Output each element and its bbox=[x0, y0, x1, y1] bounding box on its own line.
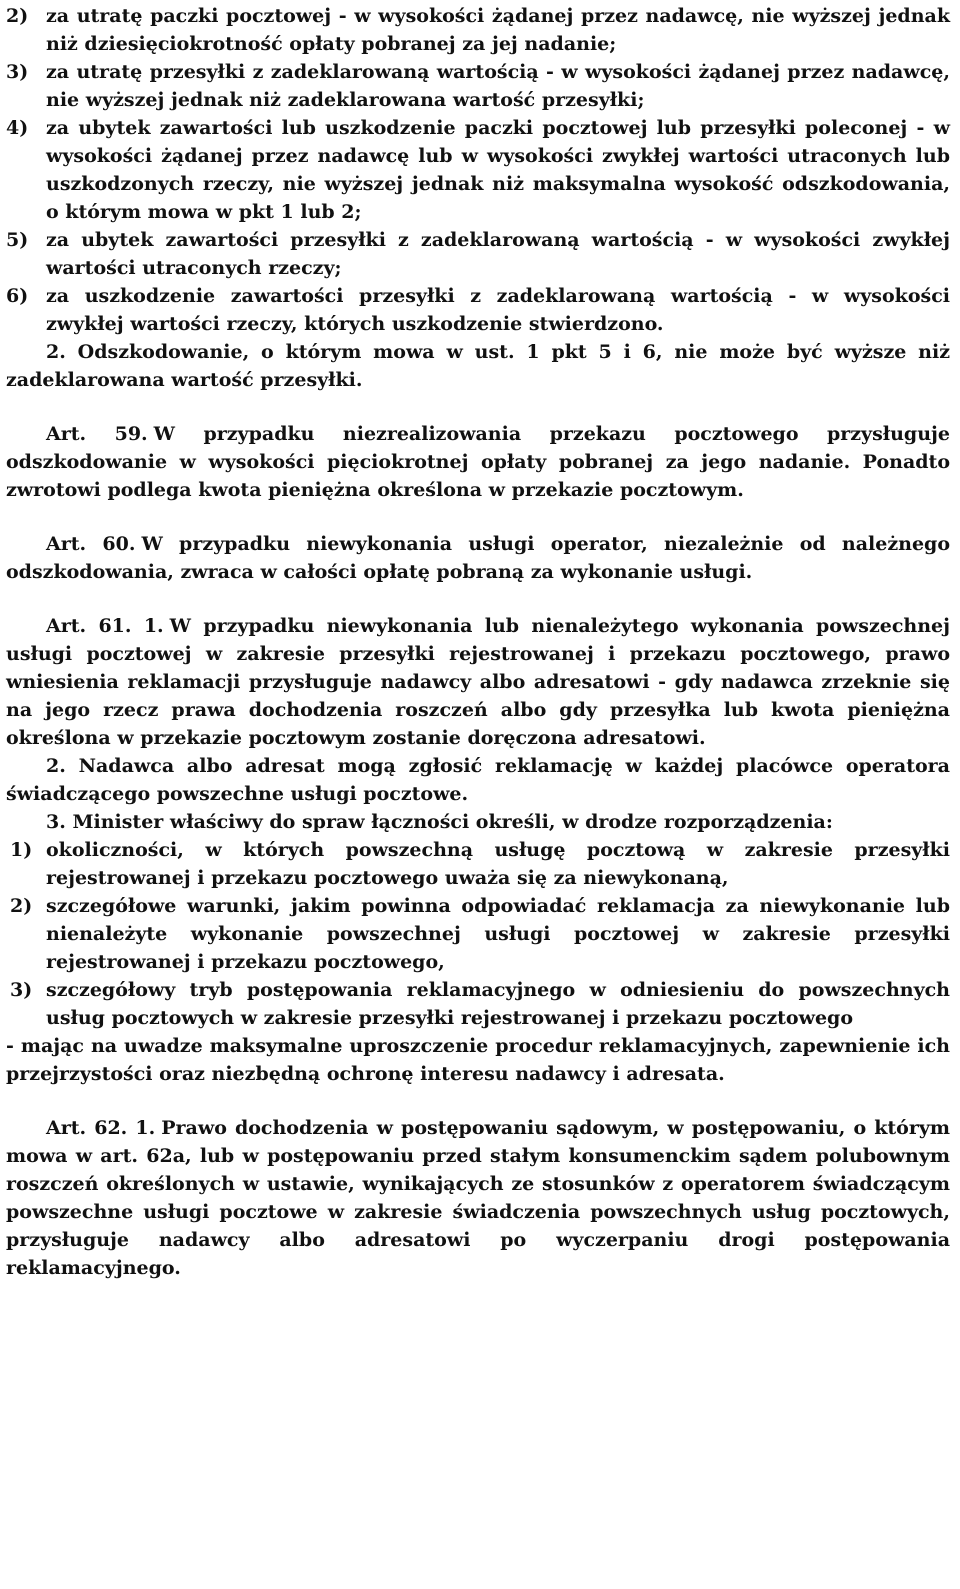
article-reference: Art. 60. bbox=[46, 533, 136, 555]
list-item bbox=[6, 282, 950, 338]
list-item-number: 3) bbox=[10, 979, 33, 1001]
closing-clause: - mając na uwadze maksymalne uproszczenie procedur reklamacyjnych, zapewnienie ich przejrzystości oraz niezbędną ochronę interesu nadawcy i adresata. bbox=[6, 1035, 950, 1085]
list-item-number: 4) bbox=[6, 117, 29, 139]
list-item-text: za ubytek zawartości lub uszkodzenie paczki pocztowej lub przesyłki poleconej - w wysokości żądanej przez nadawcę lub w wysokości zwykłej wartości utraconych lub uszkodzonych rzeczy, nie wyższej jednak niż maksymalna wysokość odszkodowania, o którym mowa w pkt 1 lub 2; bbox=[46, 117, 950, 223]
article-reference: Art. 62. 1. bbox=[46, 1117, 156, 1139]
list-item-text: okoliczności, w których powszechną usługę pocztową w zakresie przesyłki rejestrowanej i przekazu pocztowego uważa się za niewykonaną, bbox=[46, 839, 950, 889]
list-item-number: 3) bbox=[6, 61, 29, 83]
spacer bbox=[6, 1088, 950, 1114]
list-item-number: 5) bbox=[6, 229, 29, 251]
list-item-text: szczegółowe warunki, jakim powinna odpowiadać reklamacja za niewykonanie lub nienależyte wykonanie powszechnej usługi pocztowej w zakresie przesyłki rejestrowanej i przekazu pocztowego, bbox=[46, 895, 950, 973]
list-item-text: za utratę paczki pocztowej - w wysokości żądanej przez nadawcę, nie wyższej jednak niż dziesięciokrotność opłaty pobranej za jej nadanie; bbox=[46, 5, 950, 55]
list-item bbox=[6, 892, 950, 976]
article-text: Prawo dochodzenia w postępowaniu sądowym, w postępowaniu, o którym mowa w art. 62a, lub w postępowaniu przed stałym konsumenckim sądem polubownym roszczeń określonych w ustawie, wynikających ze stosunków z operatorem świadczącym powszechne usługi pocztowe w zakresie świadczenia powszechnych usług pocztowych, przysługuje nadawcy albo adresatowi po wyczerpaniu drogi postępowania reklamacyjnego. bbox=[6, 1117, 951, 1279]
paragraph-2: 2. Odszkodowanie, o którym mowa w ust. 1 pkt 5 i 6, nie może być wyższe niż zadeklarowana wartość przesyłki. bbox=[6, 341, 950, 391]
article-59 bbox=[6, 420, 950, 504]
article-reference: Art. 61. 1. bbox=[46, 615, 164, 637]
list-item-number: 2) bbox=[10, 895, 33, 917]
article-60 bbox=[6, 530, 950, 586]
list-item bbox=[6, 114, 950, 226]
list-item bbox=[6, 976, 950, 1032]
article-text: W przypadku niezrealizowania przekazu pocztowego przysługuje odszkodowanie w wysokości pięciokrotnej opłaty pobranej za jego nadanie. Ponadto zwrotowi podlega kwota pieniężna określona w przekazie pocztowym. bbox=[6, 423, 950, 501]
spacer bbox=[6, 504, 950, 530]
article-61 bbox=[6, 612, 950, 752]
list-item-text: za ubytek zawartości przesyłki z zadeklarowaną wartością - w wysokości zwykłej wartości utraconych rzeczy; bbox=[46, 229, 950, 279]
article-reference: Art. 59. bbox=[46, 423, 148, 445]
list-item bbox=[6, 226, 950, 282]
list-item-text: szczegółowy tryb postępowania reklamacyjnego w odniesieniu do powszechnych usług pocztowych w zakresie przesyłki rejestrowanej i przekazu pocztowego bbox=[46, 979, 950, 1029]
spacer bbox=[6, 394, 950, 420]
list-item-number: 2) bbox=[6, 5, 29, 27]
article-text: W przypadku niewykonania usługi operator, niezależnie od należnego odszkodowania, zwraca w całości opłatę pobraną za wykonanie usługi. bbox=[6, 533, 950, 583]
article-61-paragraph-3: 3. Minister właściwy do spraw łączności określi, w drodze rozporządzenia: bbox=[46, 811, 833, 833]
list-item bbox=[6, 836, 950, 892]
list-item-text: za uszkodzenie zawartości przesyłki z zadeklarowaną wartością - w wysokości zwykłej wartości rzeczy, których uszkodzenie stwierdzono. bbox=[46, 285, 950, 335]
article-62 bbox=[6, 1114, 950, 1282]
list-item bbox=[6, 2, 950, 58]
article-61-paragraph-2: 2. Nadawca albo adresat mogą zgłosić reklamację w każdej placówce operatora świadczącego powszechne usługi pocztowe. bbox=[6, 755, 950, 805]
list-item bbox=[6, 58, 950, 114]
article-text: W przypadku niewykonania lub nienależytego wykonania powszechnej usługi pocztowej w zakresie przesyłki rejestrowanej i przekazu pocztowego, prawo wniesienia reklamacji przysługuje nadawcy albo adresatowi - gdy nadawca zrzeknie się na jego rzecz prawa dochodzenia roszczeń albo gdy przesyłka lub kwota pieniężna określona w przekazie pocztowym zostanie doręczona adresatowi. bbox=[6, 615, 950, 749]
list-item-text: za utratę przesyłki z zadeklarowaną wartością - w wysokości żądanej przez nadawcę, nie wyższej jednak niż zadeklarowana wartość przesyłki; bbox=[46, 61, 950, 111]
list-item-number: 6) bbox=[6, 285, 29, 307]
damages-list bbox=[6, 2, 950, 338]
regulation-list bbox=[6, 836, 950, 1032]
spacer bbox=[6, 586, 950, 612]
list-item-number: 1) bbox=[10, 839, 33, 861]
